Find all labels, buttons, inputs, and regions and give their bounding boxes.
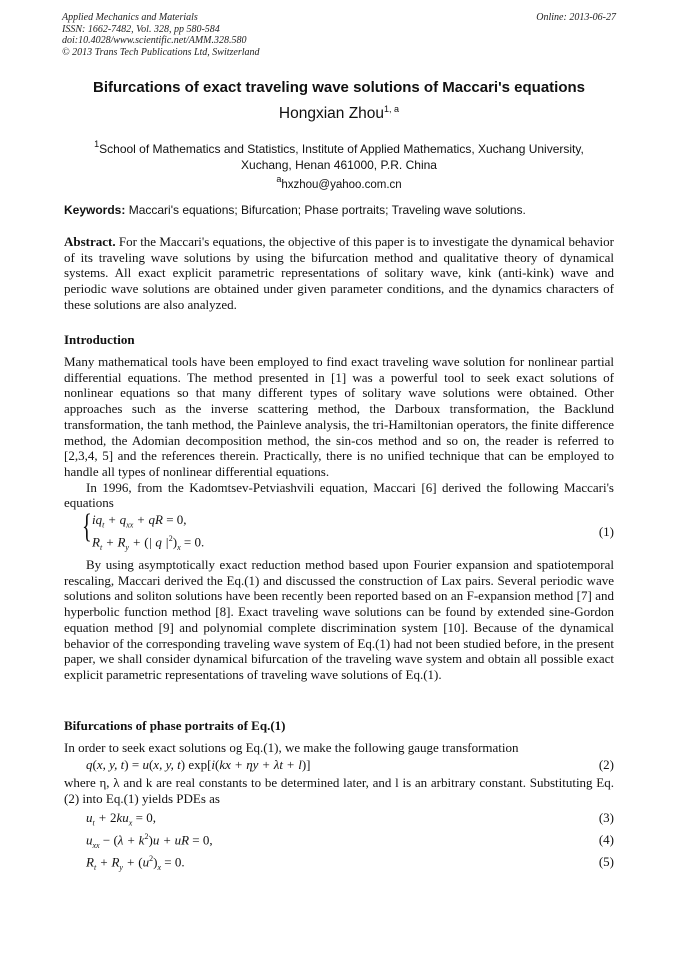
email-sup: a	[276, 174, 282, 184]
equation-4-number: (4)	[598, 832, 614, 847]
issn-line: ISSN: 1662-7482, Vol. 328, pp 580-584	[62, 23, 220, 35]
keywords-label: Keywords:	[64, 203, 126, 217]
equation-2-number: (2)	[598, 757, 614, 772]
affiliation-line2: Xuchang, Henan 461000, P.R. China	[241, 158, 437, 172]
abstract	[64, 234, 614, 313]
keywords-text: Maccari's equations; Bifurcation; Phase portraits; Traveling wave solutions.	[128, 203, 526, 217]
intro-paragraph-3: By using asymptotically exact reduction method based upon Fourier expansion and spatiotemporal rescaling, Maccari derived the Eq.(1) and discussed the construction of Lax pairs. Several periodic wave solutions and soliton solutions have been recently been reported based on an F-expansion method [7] and hyperbolic function method [8]. Exact traveling wave solutions can be found by extended sine-Gordon equation method [9] and polynomial complete discrimination system [10]. Because of the dynamical behavior of the corresponding traveling wave system of Eq.(1) had not been studied before, in the present paper, we shall consider dynamical bifurcation of the traveling wave system and obtain all possible exact explicit parametric representations of traveling wave solutions of Eq.(1).	[64, 557, 614, 682]
author-email	[40, 174, 638, 191]
doi-line: doi:10.4028/www.scientific.net/AMM.328.580	[62, 35, 247, 46]
equation-3: $u_t + 2ku_x = 0$,	[86, 810, 156, 828]
introduction-heading: Introduction	[64, 332, 135, 347]
keywords	[64, 203, 614, 217]
affiliation-line1: School of Mathematics and Statistics, Institute of Applied Mathematics, Xuchang University,	[99, 142, 584, 156]
bifurcations-paragraph-2: where η, λ and k are real constants to be determined later, and l is an arbitrary constant. Substituting Eq.(2) into Eq.(1) yields PDEs as	[64, 775, 614, 806]
journal-name: Applied Mechanics and Materials	[62, 12, 198, 23]
email-address[interactable]: hxzhou@yahoo.com.cn	[281, 179, 402, 191]
introduction-body	[64, 354, 614, 511]
bifurcations-heading: Bifurcations of phase portraits of Eq.(1)	[64, 718, 286, 733]
affiliation	[70, 136, 608, 173]
online-date: Online: 2013-06-27	[536, 12, 616, 23]
bifurcations-paragraph-1: In order to seek exact solutions og Eq.(1), we make the following gauge transformation	[64, 740, 519, 755]
affiliation-sup: 1	[94, 139, 100, 149]
equation-5-number: (5)	[598, 854, 614, 869]
author-line	[40, 104, 638, 123]
equation-3-number: (3)	[598, 810, 614, 825]
equation-1b: $R_t + R_y$ + (| q $|^2)_x = 0$.	[92, 534, 205, 552]
copyright-line: © 2013 Trans Tech Publications Ltd, Switzerland	[62, 46, 260, 58]
journal-header	[62, 12, 616, 58]
equation-1-number: (1)	[598, 524, 614, 539]
intro-paragraph-2: In 1996, from the Kadomtsev-Petviashvili equation, Maccari [6] derived the following Maccari's equations	[64, 479, 614, 511]
author-sup: 1, a	[384, 104, 400, 114]
equation-4: $u_{xx} - (\lambda + k^2)u$ + uR = 0,	[86, 832, 213, 850]
abstract-label: Abstract.	[64, 234, 116, 249]
abstract-text: For the Maccari's equations, the objective of this paper is to investigate the dynamical behavior of its traveling wave solutions by using the bifurcation method and qualitative theory of dynamical systems. All exact explicit parametric representations of solitary wave, kink (anti-kink) wave and periodic wave solutions are obtained under given parameter conditions, and the dynamics characters of these solutions are also analyzed.	[64, 234, 615, 312]
equation-5: $R_t + R_y + (u^2)_x = 0$.	[86, 854, 185, 872]
author-name: Hongxian Zhou	[278, 105, 385, 122]
paper-title: Bifurcations of exact traveling wave solutions of Maccari's equations	[92, 79, 586, 96]
equation-2: q(x, y, t) = u(x, y, t) exp[i(kx + ηy + λt + l)]	[86, 757, 311, 772]
intro-paragraph-1: Many mathematical tools have been employed to find exact traveling wave solution for nonlinear partial differential equations. The method presented in [1] was a powerful tool to seek exact solutions of nonlinear equations so that many different types of solitary wave solutions were obtained. Other approaches such as the inverse scattering method, the Darboux transformation, the Backlund transformation, the tanh method, the Painleve analysis, the tri-Hamiltonian operators, the finite difference method, the Adomian decomposition method, the sin-cos method and so on, the reader is referred to [2,3,4, 5] and the references therein. Practically, there is no unified technique that can be employed to handle all types of nonlinear differential equations.	[64, 354, 614, 479]
equation-1a: $iq_t + q_{xx}$ + qR = 0,	[92, 512, 187, 530]
equation-brace: {	[82, 508, 92, 545]
